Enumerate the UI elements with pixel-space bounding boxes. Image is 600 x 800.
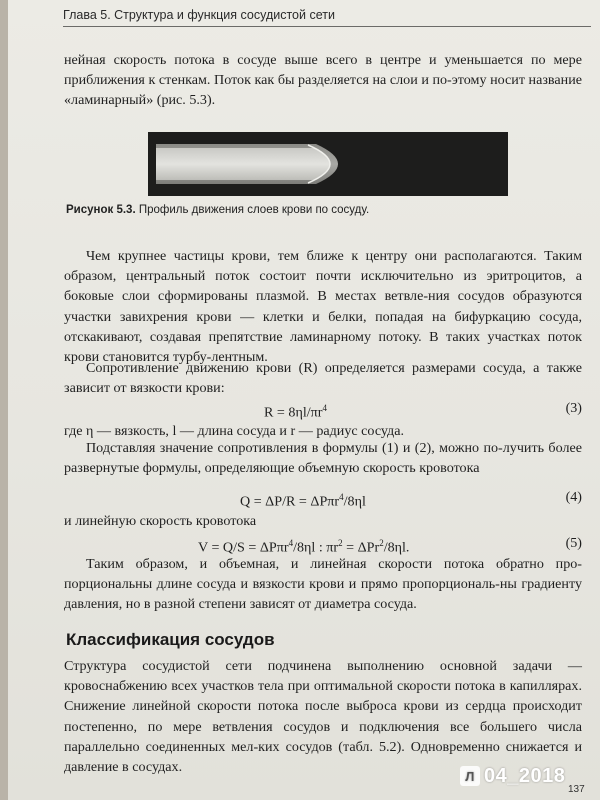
watermark-text: 04_2018 [484, 764, 566, 787]
paragraph-substitution: Подставляя значение сопротивления в формулы (1) и (2), можно по-лучить более развернутые формулы, определяющие объемную скорость кровотока [64, 440, 582, 477]
formula-5 [64, 533, 582, 556]
paragraph-linear-speed: и линейную скорость кровотока [64, 513, 257, 529]
laminar-flow-diagram [148, 132, 508, 196]
running-header [63, 8, 591, 27]
paragraph-laminar-flow: нейная скорость потока в сосуде выше всего в центре и уменьшается по мере приближения к стенкам. Поток как бы разделяется на слои и по-этому носит название «ламинарный» (рис. 5.3). [64, 52, 582, 109]
watermark [460, 763, 600, 789]
paragraph-particles: Чем крупнее частицы крови, тем ближе к центру они располагаются. Таким образом, центральный поток состоит почти исключительно из эритроцитов, а боковые слои сформированы плазмой. В местах ветвле-ния сосудов образуются участки завихрения крови — клетки и белки, попадая на бифуркацию сосуда, отскакивают, создавая препятствие ламинарному потоку. В таких участках поток крови становится турбу-лентным. [64, 248, 582, 366]
section-heading: Классификация сосудов [66, 630, 275, 649]
formula-3 [64, 398, 582, 421]
formula-4-expression: Q = ΔP/R = ΔPπr$^4$/8ηl [240, 492, 366, 510]
watermark-logo-icon: Л [460, 766, 480, 786]
book-page [8, 0, 600, 800]
formula-5-number: (5) [565, 535, 582, 551]
paragraph-variables: где η — вязкость, l — длина сосуда и r — радиус сосуда. [64, 423, 405, 439]
page-number: 137 [568, 784, 585, 795]
figure-label: Рисунок 5.3. [66, 204, 136, 216]
figure-caption-text: Профиль движения слоев крови по сосуду. [138, 204, 370, 216]
formula-4-number: (4) [565, 489, 582, 505]
figure-laminar-profile [148, 132, 508, 196]
paragraph-resistance: Сопротивление движению крови (R) определяется размерами сосуда, а также зависит от вязкости крови: [64, 360, 582, 397]
formula-5-expression: V = Q/S = ΔPπr$^4$/8ηl : $\pi r^2 = \Delta Pr^2/8\eta l$. [198, 538, 410, 556]
formula-3-expression: $R = 8\eta l/\pi r^4$ [264, 403, 327, 421]
paragraph-vascular-structure: Структура сосудистой сети подчинена выполнению основной задачи — кровоснабжению всех участков тела при оптимальной скорости потока в капиллярах. Снижение линейной скорости потока после выброса крови из сердца происходит постепенно, по мере ветвления сосудов и подключения все большего числа параллельно соединенных мел-ких сосудов (табл. 5.2). Одновременно снижается и давление в сосудах. [64, 658, 582, 776]
formula-4 [64, 487, 582, 510]
chapter-title: Глава 5. Структура и функция сосудистой сети [63, 8, 335, 22]
paragraph-conclusion: Таким образом, и объемная, и линейная скорости потока обратно про-порциональны длине сосуда и вязкости крови и прямо пропорциональ-ны градиенту давления, но в разной степени зависят от диаметра сосуда. [64, 556, 582, 613]
figure-caption [66, 204, 566, 216]
formula-3-number: (3) [565, 400, 582, 416]
